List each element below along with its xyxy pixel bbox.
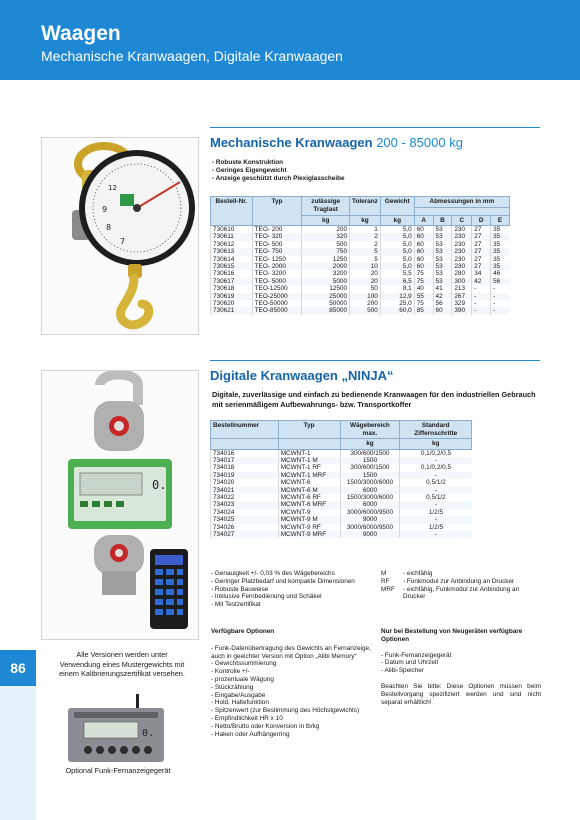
new-option-item: - Datum und Uhrzeit [381, 659, 439, 667]
remote-display-illustration [58, 692, 174, 764]
table-cell: MCWNT-6 RF [278, 494, 340, 501]
table-cell: 50000 [302, 300, 350, 307]
table-cell: MCWNT-6 MRF [278, 501, 340, 508]
table-cell: - [400, 457, 472, 464]
dial-number: 12 [108, 184, 117, 192]
table-cell: 200 [302, 226, 350, 234]
table-cell: 75 [414, 300, 433, 307]
table-cell: 5,0 [380, 233, 414, 240]
spec-item: - Robuste Bauweise [211, 585, 269, 593]
table-cell: 730611 [211, 233, 253, 240]
col-header: C [452, 215, 472, 226]
col-header: Wägebereich max. [340, 421, 400, 439]
table-row [211, 307, 510, 314]
table-row [211, 531, 472, 538]
table-cell: 27 [472, 241, 491, 248]
col-unit: kg [380, 215, 414, 226]
order-note: Beachten Sie bitte: Diese Optionen müssen beim Bestellvorgang spezifiziert werden und sind nicht separat erhältlich! [381, 682, 541, 706]
new-option-item: - Funk-Fernanzeigegerät [381, 651, 452, 659]
table-cell: 6000 [340, 501, 400, 508]
table-cell: 329 [452, 300, 472, 307]
table-cell: 40 [414, 285, 433, 292]
table-row [211, 241, 510, 248]
table-cell: 0,1/0,2/0,5 [400, 464, 472, 471]
table-cell: 5,0 [380, 226, 414, 234]
calibration-caption: Alle Versionen werden unter Verwendung eines Mustergewichts mit einem Kalibrierungszertifikat versehen. [59, 650, 185, 678]
table-cell: 730621 [211, 307, 253, 314]
digital-scale-photo [41, 370, 199, 640]
table-cell: - [472, 300, 491, 307]
dial-number: 9 [102, 205, 108, 214]
table-cell: 56 [491, 278, 510, 285]
table-cell: 60 [414, 263, 433, 270]
table-cell: 734023 [211, 501, 279, 508]
table-cell: - [491, 285, 510, 292]
table-cell: 60 [414, 226, 433, 234]
table-cell: 200 [350, 300, 381, 307]
table-row [211, 270, 510, 277]
table-cell: 10 [350, 263, 381, 270]
page-title: Waagen [41, 22, 121, 45]
table-cell: MCWNT-9 [278, 509, 340, 516]
table-cell: 60 [433, 307, 452, 314]
table-cell: 734016 [211, 449, 279, 457]
table-cell: MCWNT-1 M [278, 457, 340, 464]
col-header: Gewicht [380, 197, 414, 216]
dial-number: 7 [120, 237, 126, 246]
table-row [211, 248, 510, 255]
table-cell: - [472, 307, 491, 314]
table-cell: 734018 [211, 464, 279, 471]
display-reading: 0. [152, 478, 167, 492]
table-cell: 5 [350, 248, 381, 255]
table-cell: 42 [472, 278, 491, 285]
table-cell: - [400, 487, 472, 494]
table-row [211, 472, 472, 479]
table-cell: 27 [472, 263, 491, 270]
table-row [211, 494, 472, 501]
table-row [211, 524, 472, 531]
ninja-scale-illustration [42, 371, 199, 640]
table-cell: 1500/3000/6000 [340, 479, 400, 486]
table-row [211, 501, 472, 508]
table-cell: 53 [433, 241, 452, 248]
col-header: zulässige Traglast [302, 197, 350, 216]
table-row [211, 487, 472, 494]
option-item: - Stückzählung [211, 683, 254, 691]
table-cell: 5 [350, 256, 381, 263]
option-item: - Eingabe/Ausgabe [211, 691, 266, 699]
table-row [211, 516, 472, 523]
table-cell: 734027 [211, 531, 279, 538]
col-header: D [472, 215, 491, 226]
option-item: - Gewichtssummierung [211, 660, 277, 668]
table-cell: 53 [433, 256, 452, 263]
col-unit: kg [302, 215, 350, 226]
mechanical-features [212, 159, 345, 183]
table-cell: 1500/3000/6000 [340, 494, 400, 501]
mechanical-range: 200 - 85000 kg [376, 135, 463, 150]
table-cell: 213 [452, 285, 472, 292]
table-cell: 730618 [211, 285, 253, 292]
spec-item: - Inklusive Fernbedienung und Schäkel [211, 593, 322, 601]
col-header: Bestell-Nr. [211, 197, 253, 226]
table-cell: 730614 [211, 256, 253, 263]
table-cell: 25,0 [380, 300, 414, 307]
table-cell: 35 [491, 248, 510, 255]
table-cell: 230 [452, 248, 472, 255]
col-header: Standard Ziffernschritte [400, 421, 472, 439]
crane-scale-illustration [42, 138, 199, 335]
digital-table [210, 420, 472, 538]
remote-caption: Optional Funk-Fernanzeigegerät [65, 766, 171, 775]
table-cell: 300 [452, 278, 472, 285]
table-row [211, 285, 510, 292]
table-cell: 730619 [211, 293, 253, 300]
col-header: E [491, 215, 510, 226]
table-cell: 9000 [340, 516, 400, 523]
table-cell: 734019 [211, 472, 279, 479]
table-cell: 35 [491, 226, 510, 234]
option-item: - Spitzenwert (zur Bestimmung des Höchstgewichts) [211, 707, 360, 715]
table-cell: 35 [491, 241, 510, 248]
table-cell: 1500 [340, 472, 400, 479]
table-cell: 53 [433, 226, 452, 234]
table-cell: MCWNT-6 [278, 479, 340, 486]
table-cell: 35 [491, 233, 510, 240]
table-cell: 5,0 [380, 256, 414, 263]
table-cell: 2000 [302, 263, 350, 270]
option-item: - Kontrolle +/- [211, 668, 250, 676]
table-cell: 230 [452, 241, 472, 248]
table-cell: 230 [452, 233, 472, 240]
options-block [211, 628, 371, 738]
table-cell: MCWNT-6 M [278, 487, 340, 494]
table-cell: 3000/6000/9500 [340, 509, 400, 516]
table-cell: 35 [491, 256, 510, 263]
table-cell: 734022 [211, 494, 279, 501]
mechanical-section-title: Mechanische Kranwaagen 200 - 85000 kg [210, 135, 463, 150]
table-cell: 730620 [211, 300, 253, 307]
table-cell: 734025 [211, 516, 279, 523]
page-subtitle: Mechanische Kranwaagen, Digitale Kranwaagen [41, 48, 343, 64]
table-row [211, 457, 472, 464]
table-cell: 12500 [302, 285, 350, 292]
option-item: - Haken oder Aufhängerring [211, 730, 290, 738]
table-cell: MCWNT-1 RF [278, 464, 340, 471]
remote-display-photo [58, 692, 174, 764]
table-cell: 730613 [211, 248, 253, 255]
table-cell: - [400, 501, 472, 508]
col-unit: kg [350, 215, 381, 226]
table-cell: 20 [350, 278, 381, 285]
table-cell: MCWNT-9 RF [278, 524, 340, 531]
mechanical-scale-photo [41, 137, 199, 335]
legend-code: RF [381, 577, 390, 585]
table-cell: - [472, 293, 491, 300]
digital-lead: Digitale, zuverlässige und einfach zu bedienende Kranwaagen für den industriellen Gebrauch mit serienmäßigem Aufbewahrungs- bzw. Transportkoffer [212, 390, 536, 409]
table-cell: 5,5 [380, 270, 414, 277]
table-cell: 41 [433, 285, 452, 292]
feature-item: - Robuste Konstruktion [212, 159, 284, 166]
table-cell: 27 [472, 226, 491, 234]
table-cell: 55 [414, 293, 433, 300]
digital-table-body [211, 449, 472, 538]
table-cell: 53 [433, 278, 452, 285]
spec-item: - Genauigkeit +/- 0,03 % des Wägebereichs [211, 570, 335, 577]
table-cell: 53 [433, 233, 452, 240]
section-rule-mechanical [210, 127, 540, 128]
table-cell: 734021 [211, 487, 279, 494]
table-cell: 2 [350, 241, 381, 248]
section-rule-digital [210, 360, 540, 361]
table-cell: TEO- 500 [252, 241, 302, 248]
table-cell: 280 [452, 270, 472, 277]
table-cell: 5,0 [380, 248, 414, 255]
table-cell: 85 [414, 307, 433, 314]
table-cell: 60 [414, 233, 433, 240]
table-cell: 5,0 [380, 241, 414, 248]
table-row [211, 233, 510, 240]
table-cell: 12,9 [380, 293, 414, 300]
dial-number: 8 [106, 223, 112, 232]
table-cell: TEO- 320 [252, 233, 302, 240]
table-cell: - [400, 516, 472, 523]
table-cell: 42 [433, 293, 452, 300]
table-cell: 46 [491, 270, 510, 277]
table-cell: 5000 [302, 278, 350, 285]
table-row [211, 256, 510, 263]
table-cell: 3200 [302, 270, 350, 277]
table-cell: 34 [472, 270, 491, 277]
table-row [211, 300, 510, 307]
table-cell: 730615 [211, 263, 253, 270]
legend-code: M [381, 570, 387, 577]
feature-item: - Geringes Eigengewicht [212, 167, 287, 174]
option-item: - Funk-Datenübertragung des Gewichts an Fernanzeige, auch in geeichter Version mit Option „Alibi Memory“ [211, 644, 371, 660]
col-header: Bestellnummer [211, 421, 279, 439]
table-cell: TEO- 3200 [252, 270, 302, 277]
table-cell: 25000 [302, 293, 350, 300]
table-cell: MCWNT-1 MRF [278, 472, 340, 479]
table-cell: - [491, 307, 510, 314]
table-cell: 75 [414, 270, 433, 277]
new-options-block [381, 628, 541, 706]
table-cell: TEO- 5000 [252, 278, 302, 285]
table-row [211, 263, 510, 270]
table-cell: TEO- 200 [252, 226, 302, 234]
table-cell: - [472, 285, 491, 292]
table-cell: 320 [302, 233, 350, 240]
table-cell: - [400, 531, 472, 538]
table-cell: - [491, 300, 510, 307]
option-item: - prozentuale Wägung [211, 675, 274, 683]
table-cell: 60 [414, 248, 433, 255]
remote-reading: 0. [142, 728, 155, 739]
table-row [211, 509, 472, 516]
option-item: - Netto/Brutto oder Konversion in lb/kg [211, 722, 320, 730]
col-unit: kg [340, 439, 400, 450]
table-cell: 1500 [340, 457, 400, 464]
table-cell: MCWNT-1 [278, 449, 340, 457]
table-row [211, 479, 472, 486]
version-legend [381, 570, 541, 601]
table-cell: 20 [350, 270, 381, 277]
table-cell: TEO- 750 [252, 248, 302, 255]
table-cell: 50 [350, 285, 381, 292]
table-row [211, 464, 472, 471]
table-cell: 300/600/1500 [340, 464, 400, 471]
col-header: Abmessungen in mm [414, 197, 509, 208]
edge-bar [0, 686, 36, 820]
col-header: Typ [278, 421, 340, 439]
table-cell: TEO- 1250 [252, 256, 302, 263]
mechanical-table [210, 196, 510, 315]
table-cell: 734020 [211, 479, 279, 486]
table-cell: 2 [350, 233, 381, 240]
new-options-title: Nur bei Bestellung von Neugeräten verfügbare Optionen [381, 628, 523, 643]
table-cell: 60,0 [380, 307, 414, 314]
table-cell: 6000 [340, 487, 400, 494]
mechanical-table-body [211, 226, 510, 315]
table-cell: 3000/6000/9500 [340, 524, 400, 531]
col-header: Typ [252, 197, 302, 226]
table-cell: TEO-12500 [252, 285, 302, 292]
table-cell: 730612 [211, 241, 253, 248]
table-cell: TEO- 2000 [252, 263, 302, 270]
digital-specs [211, 570, 381, 609]
new-option-item: - Alibi-Speicher [381, 667, 424, 675]
table-cell: 100 [350, 293, 381, 300]
table-cell: 390 [452, 307, 472, 314]
table-cell: 730616 [211, 270, 253, 277]
options-title: Verfügbare Optionen [211, 628, 275, 635]
table-cell: 53 [433, 270, 452, 277]
table-cell: 35 [491, 263, 510, 270]
table-cell: - [491, 293, 510, 300]
feature-item: - Anzeige geschützt durch Plexiglasscheibe [212, 175, 345, 182]
table-cell: 0,1/0,2/0,5 [400, 449, 472, 457]
table-row [211, 278, 510, 285]
table-cell: 6,5 [380, 278, 414, 285]
table-cell: 53 [433, 263, 452, 270]
table-cell: 56 [433, 300, 452, 307]
table-cell: 27 [472, 233, 491, 240]
table-cell: TEO-50000 [252, 300, 302, 307]
table-cell: 230 [452, 256, 472, 263]
col-unit: kg [400, 439, 472, 450]
legend-text: - eichfähig, Funkmodul zur Anbindung an Drucker [403, 585, 520, 601]
table-cell: 500 [302, 241, 350, 248]
table-cell: 1/2/5 [400, 509, 472, 516]
option-item: - Empfindlichkeit HR x 10 [211, 714, 283, 722]
table-cell: 1 [350, 226, 381, 234]
table-cell: 230 [452, 263, 472, 270]
option-item: - Hold, Haltefunktion [211, 699, 269, 707]
table-cell: 75 [414, 278, 433, 285]
table-cell: 730610 [211, 226, 253, 234]
table-cell: 1250 [302, 256, 350, 263]
page-number: 86 [0, 650, 36, 686]
col-header: B [433, 215, 452, 226]
table-cell: 734024 [211, 509, 279, 516]
page-header [0, 0, 580, 80]
table-cell: 734017 [211, 457, 279, 464]
table-cell: 1/2/5 [400, 524, 472, 531]
table-row [211, 449, 472, 457]
table-cell: 734026 [211, 524, 279, 531]
table-cell: 300/600/1500 [340, 449, 400, 457]
table-cell: 5,0 [380, 263, 414, 270]
table-cell: 0,5/1/2 [400, 479, 472, 486]
table-row [211, 293, 510, 300]
table-cell: - [400, 472, 472, 479]
table-cell: 8,1 [380, 285, 414, 292]
table-cell: 230 [452, 226, 472, 234]
legend-text: - Funkmodul zur Anbindung an Drucker [403, 577, 515, 585]
table-cell: 60 [414, 256, 433, 263]
table-cell: 730617 [211, 278, 253, 285]
table-cell: 267 [452, 293, 472, 300]
legend-text: - eichfähig [403, 570, 433, 577]
col-header: Toleranz [350, 197, 381, 216]
table-cell: 53 [433, 248, 452, 255]
table-cell: 500 [350, 307, 381, 314]
spec-item: - Geringer Platzbedarf und kompakte Dimensionen [211, 577, 355, 585]
legend-code: MRF [381, 585, 395, 593]
col-header: A [414, 215, 433, 226]
table-cell: MCWNT-9 MRF [278, 531, 340, 538]
table-cell: 60 [414, 241, 433, 248]
table-row [211, 226, 510, 234]
table-cell: 750 [302, 248, 350, 255]
table-cell: 27 [472, 248, 491, 255]
table-cell: TEO-85000 [252, 307, 302, 314]
spec-item: - Mit Testzertifikat [211, 601, 261, 609]
table-cell: MCWNT-9 M [278, 516, 340, 523]
digital-section-title: Digitale Kranwaagen „NINJA“ [210, 368, 394, 383]
table-cell: 85000 [302, 307, 350, 314]
table-cell: 27 [472, 256, 491, 263]
table-cell: 9000 [340, 531, 400, 538]
table-cell: 0,5/1/2 [400, 494, 472, 501]
table-cell: TEO-25000 [252, 293, 302, 300]
